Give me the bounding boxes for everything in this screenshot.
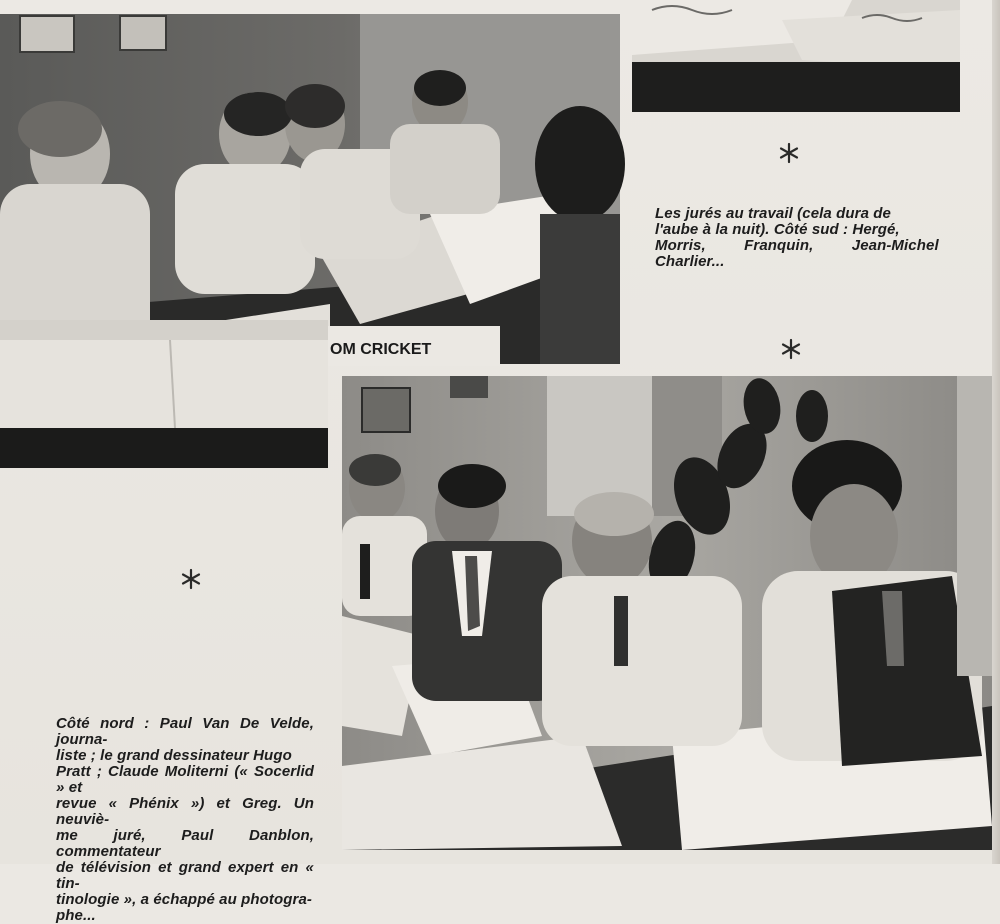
ornament-star — [778, 142, 800, 164]
caption-line: Morris, Franquin, Jean-Michel — [655, 237, 939, 254]
caption-line: liste ; le grand dessinateur Hugo — [56, 747, 292, 764]
photo-drawings-table — [632, 0, 960, 112]
caption-line: Charlier... — [655, 253, 725, 270]
caption-line: de télévision et grand expert en « tin- — [56, 859, 314, 892]
caption-line: revue « Phénix ») et Greg. Un neuviè- — [56, 795, 314, 828]
ornament-star — [780, 338, 802, 360]
asterisk-star-icon — [180, 568, 202, 590]
caption-line: phe... — [56, 907, 96, 924]
caption-line: Pratt ; Claude Moliterni (« Socerlid » et — [56, 763, 314, 796]
page-edge — [992, 0, 1000, 864]
caption-jurors-south — [655, 205, 939, 270]
caption-line: Les jurés au travail (cela dura de — [655, 205, 892, 222]
caption-line: l'aube à la nuit). Côté sud : Hergé, — [655, 221, 900, 238]
photo-jurors-north — [342, 376, 992, 850]
caption-jurors-north — [56, 716, 314, 924]
photo-jurors-south — [0, 14, 620, 364]
caption-line: tinologie », a échappé au photogra- — [56, 891, 313, 908]
photo-table-papers — [0, 320, 328, 468]
asterisk-star-icon — [780, 338, 802, 360]
asterisk-star-icon — [778, 142, 800, 164]
caption-line: Côté nord : Paul Van De Velde, journa- — [56, 715, 314, 748]
ornament-star — [180, 568, 202, 590]
cricket-sign-text: OM CRICKET — [330, 341, 432, 358]
caption-line: me juré, Paul Danblon, commentateur — [56, 827, 314, 860]
